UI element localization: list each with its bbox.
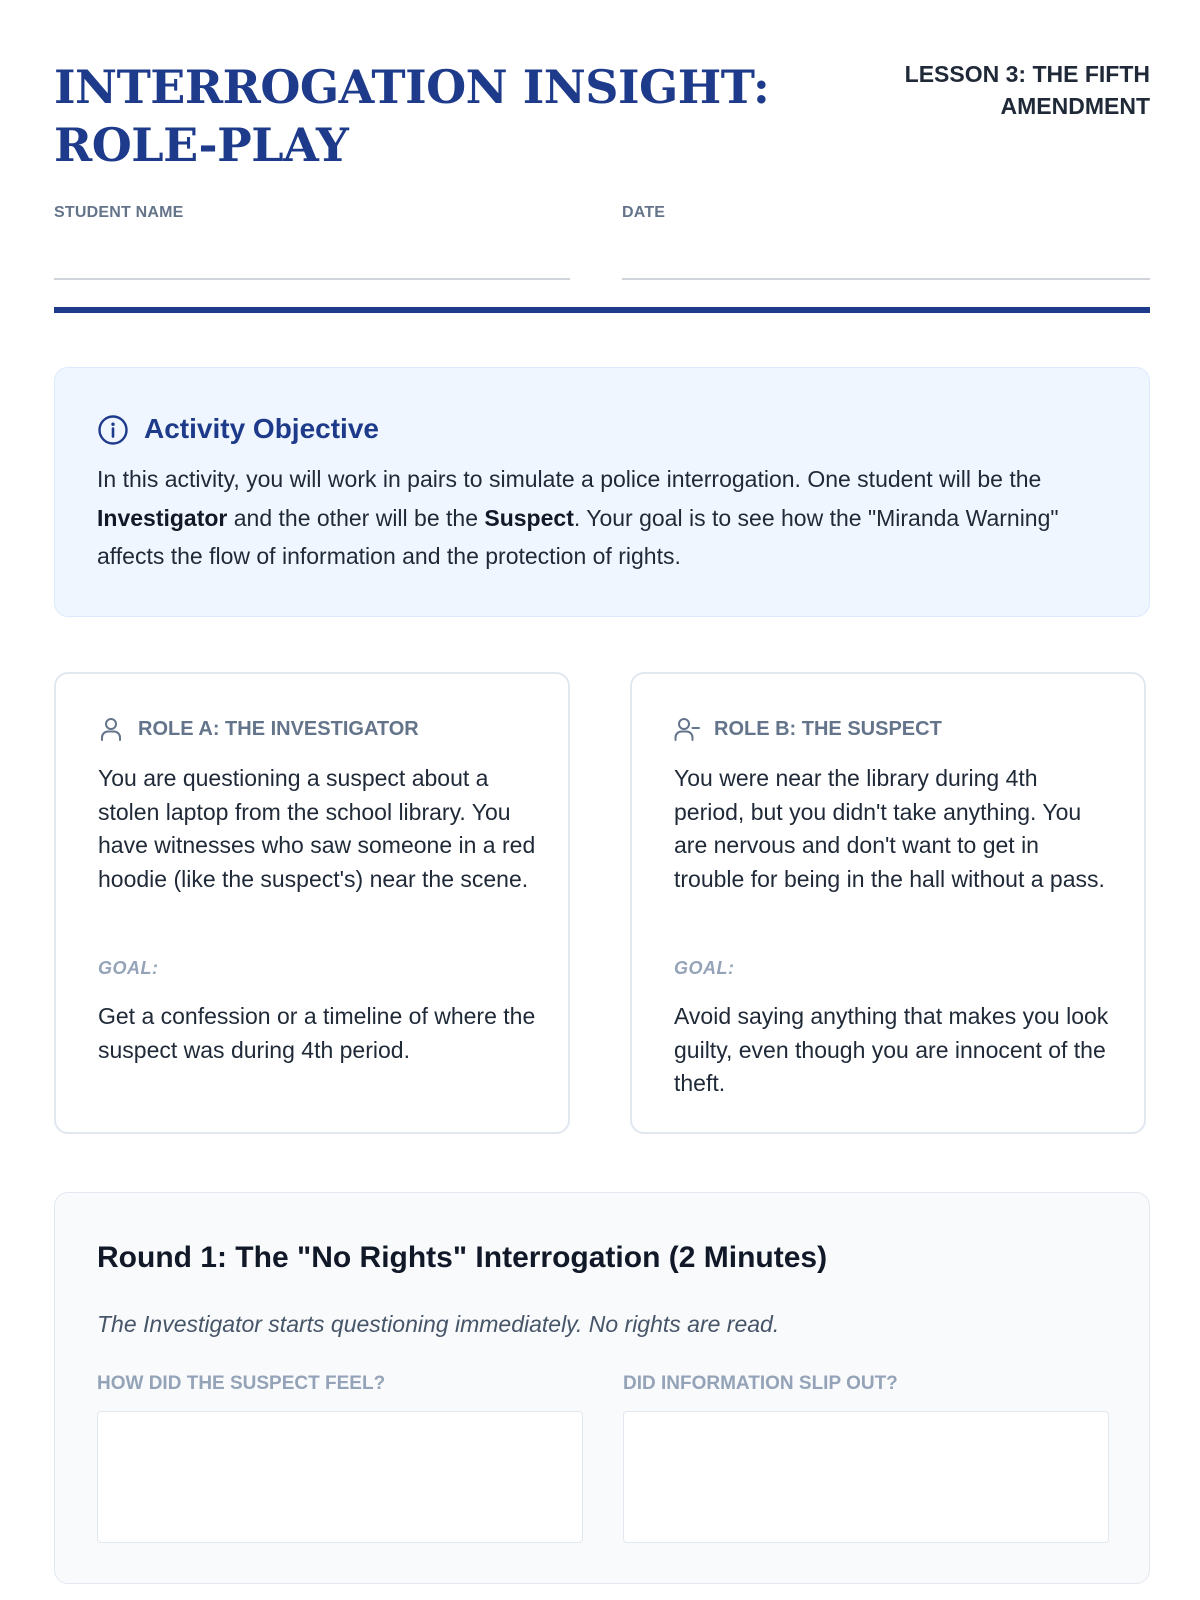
page-title — [54, 58, 774, 174]
worksheet-header — [54, 58, 1150, 178]
role-b-goal: Avoid saying anything that makes you look guilty, even though you are innocent of the theft. — [674, 1003, 1109, 1096]
role-b-goal-label: GOAL: — [674, 958, 735, 978]
answer-suspect-feel-box[interactable] — [97, 1411, 583, 1543]
student-name-label: STUDENT NAME — [54, 204, 184, 221]
objective-text-part-3: . Your goal is to see how the "Miranda Warning" affects the flow of information and the protection of rights. — [97, 504, 1059, 569]
round-1-section — [54, 1192, 1150, 1584]
role-a-description: You are questioning a suspect about a stolen laptop from the school library. You have witnesses who saw someone in a red hoodie (like the suspect's) near the scene. — [98, 765, 536, 892]
objective-role-suspect: Suspect — [484, 504, 574, 531]
answer-info-slip-box[interactable] — [623, 1411, 1109, 1543]
role-a-goal: Get a confession or a timeline of where the suspect was during 4th period. — [98, 1003, 536, 1063]
header-divider — [54, 307, 1150, 313]
objective-text-part-2: and the other will be the — [227, 504, 485, 531]
role-b-title: ROLE B: THE SUSPECT — [714, 718, 942, 740]
role-card-suspect — [630, 672, 1146, 1134]
question-suspect-feel-label: HOW DID THE SUSPECT FEEL? — [97, 1373, 386, 1394]
role-b-description: You were near the library during 4th period, but you didn't take anything. You are nervous and don't want to get in trouble for being in the hall without a pass. — [674, 765, 1105, 892]
round-1-subtitle: The Investigator starts questioning immediately. No rights are read. — [97, 1311, 780, 1337]
lesson-label-line-2: AMENDMENT — [1000, 93, 1150, 119]
student-name-field[interactable] — [54, 278, 570, 280]
page-title-line-1: INTERROGATION INSIGHT: — [54, 60, 770, 114]
lesson-label — [850, 58, 1150, 122]
info-icon — [97, 414, 129, 446]
lesson-label-line-1: LESSON 3: THE FIFTH — [904, 61, 1150, 87]
user-icon — [98, 716, 124, 742]
role-card-investigator — [54, 672, 570, 1134]
objective-text-part-1: In this activity, you will work in pairs to simulate a police interrogation. One student will be the — [97, 466, 1042, 492]
date-field[interactable] — [622, 278, 1150, 280]
round-1-title: Round 1: The "No Rights" Interrogation (2 Minutes) — [97, 1241, 828, 1274]
role-a-title: ROLE A: THE INVESTIGATOR — [138, 718, 419, 740]
activity-objective-box — [54, 367, 1150, 617]
objective-text — [97, 460, 1107, 576]
objective-title: Activity Objective — [144, 413, 379, 444]
page-title-line-2: ROLE-PLAY — [54, 118, 349, 172]
objective-role-investigator: Investigator — [97, 504, 228, 531]
user-minus-icon — [674, 716, 700, 742]
question-info-slip-label: DID INFORMATION SLIP OUT? — [623, 1373, 898, 1394]
date-label: DATE — [622, 204, 666, 221]
role-a-goal-label: GOAL: — [98, 958, 159, 978]
